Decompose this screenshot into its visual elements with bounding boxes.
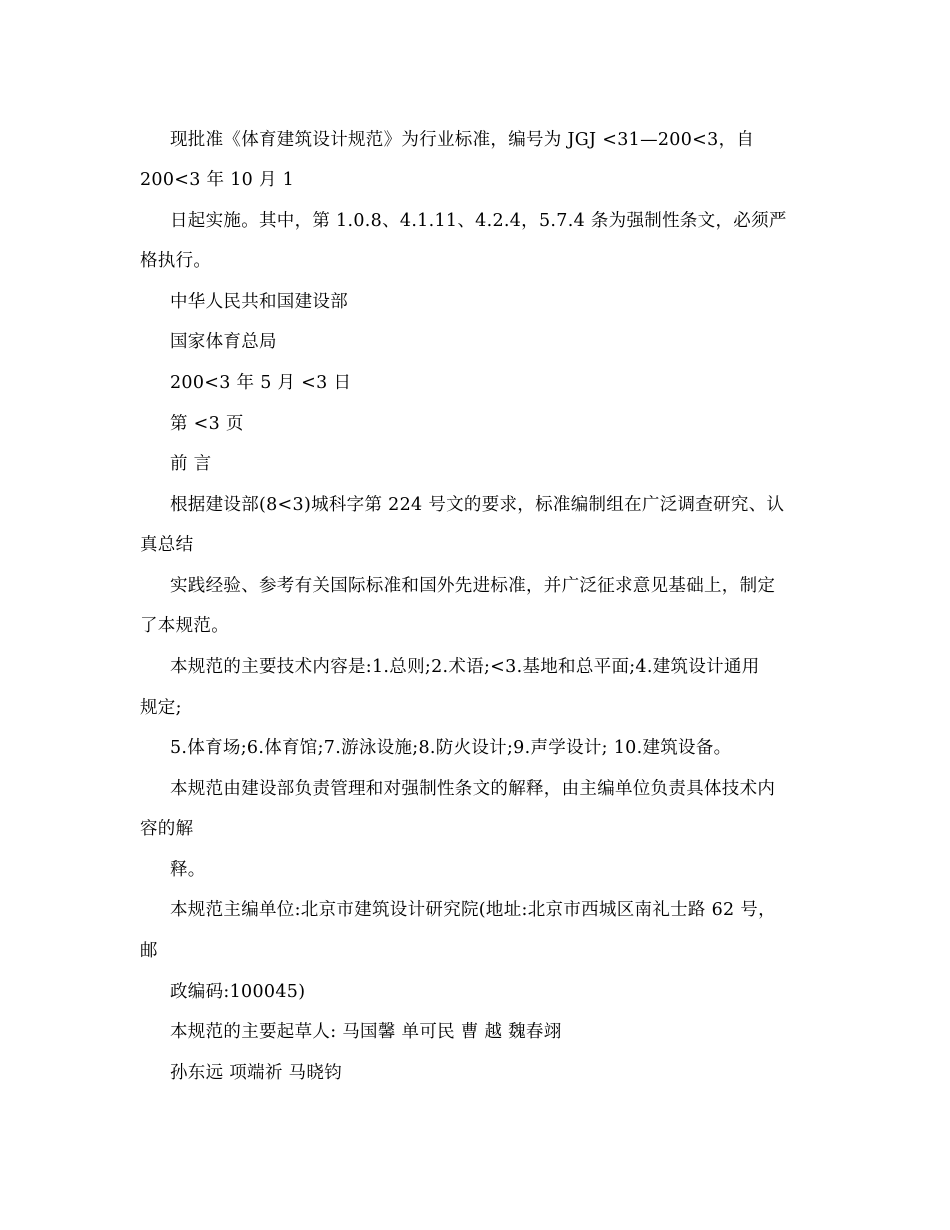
text-line: 邮: [140, 941, 158, 961]
text-line: 实践经验、参考有关国际标准和国外先进标准，并广泛征求意见基础上，制定: [170, 576, 776, 596]
text-line: 了本规范。: [140, 616, 229, 636]
text-line: 日起实施。其中，第 1.0.8、4.1.11、4.2.4，5.7.4 条为强制性条文，必须严: [170, 211, 787, 231]
text-line: 200<3 年 10 月 1: [140, 170, 295, 190]
text-line: 200<3 年 5 月 <3 日: [170, 373, 352, 393]
text-line: 政编码:100045): [170, 982, 306, 1002]
text-line: 中华人民共和国建设部: [170, 292, 348, 312]
text-line: 格执行。: [140, 251, 212, 271]
text-line: 现批准《体育建筑设计规范》为行业标准，编号为 JGJ <31—200<3，自: [170, 130, 755, 150]
text-line: 5.体育场;6.体育馆;7.游泳设施;8.防火设计;9.声学设计; 10.建筑设备。: [170, 738, 732, 758]
text-line: 本规范由建设部负责管理和对强制性条文的解释，由主编单位负责具体技术内: [170, 779, 776, 799]
text-line: 释。: [170, 860, 206, 880]
text-line: 国家体育总局: [170, 332, 277, 352]
text-line: 本规范主编单位:北京市建筑设计研究院(地址:北京市西城区南礼士路 62 号，: [170, 900, 776, 920]
text-line: 真总结: [140, 535, 194, 555]
text-line: 根据建设部(8<3)城科字第 224 号文的要求，标准编制组在广泛调查研究、认: [170, 495, 785, 515]
text-line: 本规范的主要技术内容是:1.总则;2.术语;<3.基地和总平面;4.建筑设计通用: [170, 657, 760, 677]
text-line: 规定;: [140, 698, 182, 718]
text-line: 容的解: [140, 819, 194, 839]
section-heading: 前 言: [170, 454, 212, 474]
text-line: 本规范的主要起草人: 马国馨 单可民 曹 越 魏春翊: [170, 1022, 562, 1042]
text-line: 第 <3 页: [170, 414, 244, 434]
text-line: 孙东远 项端祈 马晓钧: [170, 1063, 342, 1083]
